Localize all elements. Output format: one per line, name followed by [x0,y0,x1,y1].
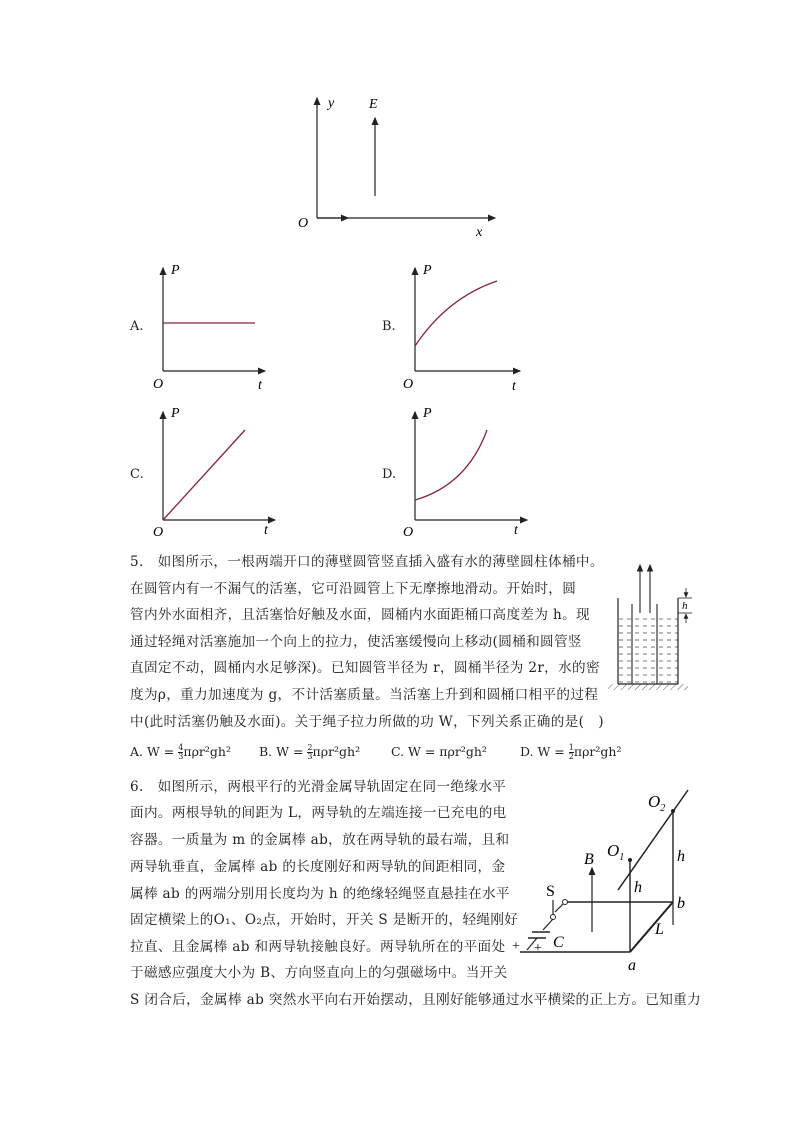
field-figure [290,90,510,240]
q6-line-8: 于磁感应强度大小为 B、方向竖直向上的匀强磁场中。当开关 [130,965,508,981]
q6-line-7: 拉直、且金属棒 ab 和两导轨接触良好。两导轨所在的平面处 [130,939,506,955]
q6-line-1: 6. 如图所示，两根平行的光滑金属导轨固定在同一绝缘水平 [130,779,507,795]
q5-line-7: 中(此时活塞仍触及水面)。关于绳子拉力所做的功 W，下列关系正确的是( ) [130,714,604,730]
q5-ground [608,684,688,690]
field-label: E [369,97,378,112]
choice-d-suffix: πρr²gh² [573,744,622,759]
graph-d-curve [415,430,487,500]
q6-o2-label: $O_2$ [648,792,666,814]
graph-b-ylabel: P [423,263,432,278]
q5-line-6: 度为ρ，重力加速度为 g，不计活塞质量。当活塞上升到和圆桶口相平的过程 [130,687,599,703]
choice-c[interactable]: C. W = πρr²gh² [390,744,487,759]
choice-d-prefix: D. W = [519,744,565,759]
q6-line-5: 属棒 ab 的两端分别用长度均为 h 的绝缘轻绳竖直悬挂在水平 [130,886,510,902]
choice-b-prefix: B. W = [258,744,304,759]
q6-rod-ab [630,902,673,952]
graph-a-origin: O [153,377,164,392]
choice-b-suffix: πρr²gh² [312,744,361,759]
option-a-label: A. [130,319,144,334]
q6-b-end-label: b [677,895,685,912]
graph-a-xlabel: t [258,378,262,393]
choice-a-num: 4 [178,743,184,752]
graph-b-origin: O [403,377,414,392]
q6-line-3: 容器。一质量为 m 的金属棒 ab，放在两导轨的最右端，且和 [130,832,510,848]
choice-d[interactable] [520,744,622,761]
graph-a-ylabel: P [171,263,180,278]
option-d-label: D. [382,467,397,482]
q6-figure [510,780,700,975]
q5-line-3: 管内外水面相齐，且活塞恰好触及水面，圆桶内水面距桶口高度差为 h。现 [130,607,590,623]
q6-switch-contact [563,900,568,905]
graph-b [402,258,527,393]
graph-c-origin: O [153,525,164,540]
graph-a [150,258,270,393]
graph-d-xlabel: t [514,523,518,538]
q5-figure [602,560,702,695]
choice-a-suffix: πρr²gh² [183,744,231,759]
q5-h-label: h [682,600,688,612]
q6-b-label: B [584,851,594,868]
choice-a-den: 3 [178,752,184,761]
graph-c-xlabel: t [264,523,268,538]
graph-d-origin: O [403,525,414,540]
graph-d [402,400,532,540]
graph-d-ylabel: P [423,406,432,421]
graph-c-ylabel: P [171,406,180,421]
choice-b-num: 2 [307,743,313,752]
q6-c-label: C [553,934,564,951]
q6-h-lower-label: h [634,879,642,896]
q6-l-label: L [655,921,664,938]
q6-line-2: 面内。两根导轨的间距为 L，两导轨的左端连接一已充电的电 [130,805,507,821]
q6-switch-pivot [551,915,556,920]
q5-tube-water [634,613,655,684]
x-axis-label: x [476,225,483,240]
q5-line-2: 在圆管内有一不漏气的活塞，它可沿圆管上下无摩擦地滑动。开始时，圆 [130,581,577,597]
graph-c [150,400,280,540]
q6-h-upper-label: h [677,848,685,865]
q6-o1-label: $O_1$ [607,841,625,863]
option-c-label: C. [130,467,144,482]
q5-choices [130,744,621,761]
graph-b-xlabel: t [512,379,516,393]
y-axis-label: y [328,96,335,111]
q6-a-label: a [628,957,636,974]
choice-a-prefix: A. W = [130,744,175,759]
choice-d-den: 2 [568,752,574,761]
q6-cap-wire [543,919,553,930]
option-b-label: B. [382,319,396,334]
q6-s-label: S [546,883,555,900]
choice-b[interactable] [259,744,387,761]
q6-plus-label: + [512,939,520,954]
graph-b-curve [415,281,497,346]
q5-line-4: 通过轻绳对活塞施加一个向上的拉力，使活塞缓慢向上移动(圆桶和圆管竖 [130,634,582,650]
choice-a[interactable] [130,744,255,761]
q5-line-5: 直固定不动，圆桶内水足够深)。已知圆管半径为 r，圆桶半径为 2r，水的密 [130,660,600,676]
graph-c-curve [163,430,245,520]
q5-line-1: 5. 如图所示，一根两端开口的薄壁圆管竖直插入盛有水的薄壁圆柱体桶中。 [130,554,604,570]
q6-plus2-label: + [534,941,542,956]
q6-line-4: 两导轨垂直，金属棒 ab 的长度刚好和两导轨的间距相同，金 [130,859,506,875]
q6-line-6: 固定横梁上的O₁、O₂点，开始时，开关 S 是断开的，轻绳刚好 [130,912,519,928]
choice-d-num: 1 [568,743,574,752]
choice-b-den: 3 [307,752,313,761]
origin-label: O [298,216,309,231]
q6-line-9: S 闭合后，金属棒 ab 突然水平向右开始摆动，且刚好能够通过水平横梁的正上方。已知重力 [130,992,702,1008]
